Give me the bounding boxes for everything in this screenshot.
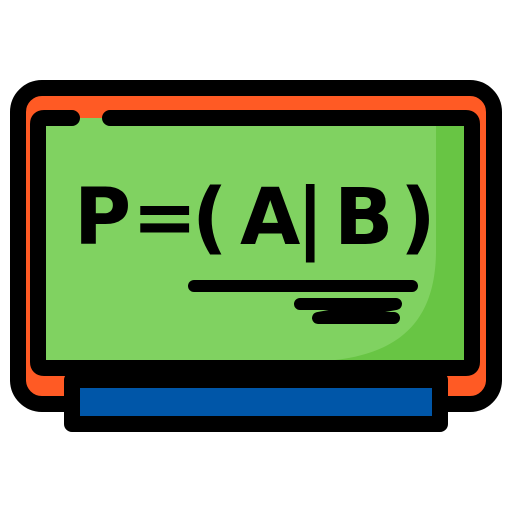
- formula-a: A: [240, 173, 301, 263]
- chalk-tray: [72, 380, 440, 424]
- formula-p: P: [74, 173, 132, 263]
- formula-close-paren: ): [400, 173, 436, 263]
- formula-bar: |: [296, 173, 325, 263]
- formula-open-paren: (: [192, 173, 228, 263]
- formula-b: B: [334, 173, 394, 263]
- formula-equals: =: [132, 173, 198, 263]
